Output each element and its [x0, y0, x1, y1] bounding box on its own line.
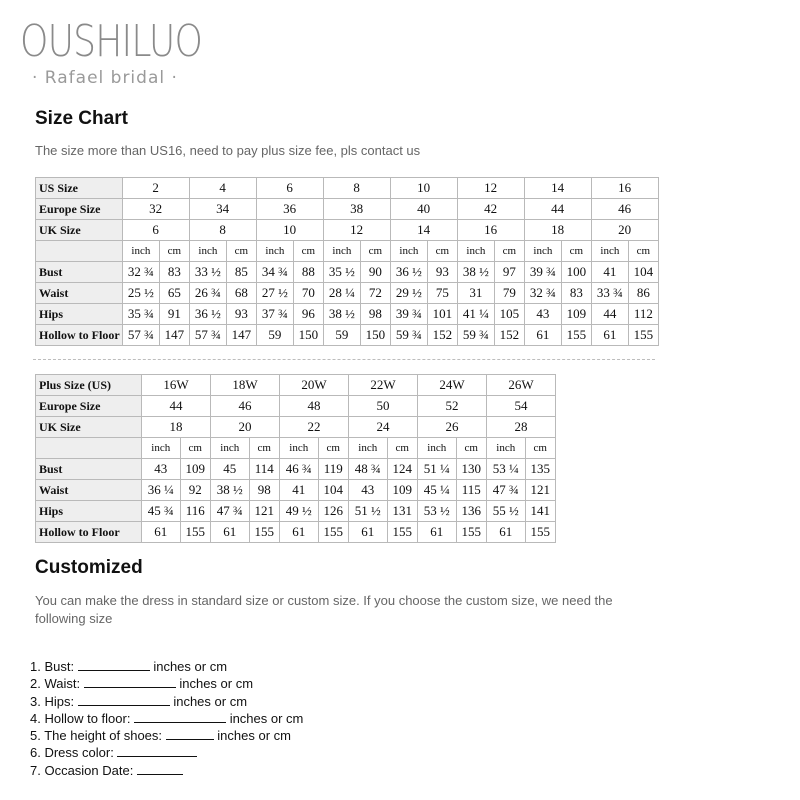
measure-cell: 91: [160, 304, 190, 325]
row-label: Waist: [36, 283, 123, 304]
size-cell: 46: [591, 199, 658, 220]
row-label: Hips: [36, 304, 123, 325]
measure-cell: 32 ¾: [122, 262, 159, 283]
size-cell: 40: [390, 199, 457, 220]
unit-cell: cm: [562, 241, 592, 262]
measure-cell: 51 ¼: [418, 459, 457, 480]
measure-cell: 36 ½: [390, 262, 427, 283]
measure-cell: 83: [160, 262, 190, 283]
measure-cell: 61: [211, 522, 250, 543]
size-cell: 24: [349, 417, 418, 438]
measure-cell: 49 ½: [280, 501, 319, 522]
row-label: Hollow to Floor: [36, 522, 142, 543]
measure-row: [36, 304, 659, 325]
unit-cell: cm: [495, 241, 525, 262]
measure-cell: 155: [525, 522, 555, 543]
unit-cell: cm: [361, 241, 391, 262]
measure-cell: 97: [495, 262, 525, 283]
unit-cell: inch: [390, 241, 427, 262]
size-cell: 8: [189, 220, 256, 241]
measure-cell: 152: [428, 325, 458, 346]
measure-cell: 141: [525, 501, 555, 522]
unit-cell: cm: [249, 438, 279, 459]
section-divider: [33, 359, 655, 360]
custom-field-blank[interactable]: [166, 727, 214, 740]
measure-cell: 39 ¾: [524, 262, 561, 283]
measure-cell: 59 ¾: [457, 325, 494, 346]
custom-field-label: 6. Dress color:: [30, 745, 114, 761]
measure-cell: 43: [142, 459, 181, 480]
custom-field-item: [30, 744, 303, 761]
measure-cell: 152: [495, 325, 525, 346]
size-cell: 16W: [142, 375, 211, 396]
unit-cell: inch: [349, 438, 388, 459]
measure-cell: 109: [562, 304, 592, 325]
measure-row: [36, 262, 659, 283]
measure-cell: 121: [525, 480, 555, 501]
measure-cell: 150: [361, 325, 391, 346]
measure-row: [36, 480, 556, 501]
measure-cell: 112: [629, 304, 659, 325]
size-cell: 32: [122, 199, 189, 220]
custom-field-blank[interactable]: [78, 658, 150, 671]
row-label: Plus Size (US): [36, 375, 142, 396]
size-cell: 12: [457, 178, 524, 199]
measure-cell: 114: [249, 459, 279, 480]
row-label: Hollow to Floor: [36, 325, 123, 346]
measure-cell: 45: [211, 459, 250, 480]
size-cell: 48: [280, 396, 349, 417]
custom-field-blank[interactable]: [117, 744, 197, 757]
size-cell: 4: [189, 178, 256, 199]
row-label: Waist: [36, 480, 142, 501]
measure-cell: 109: [387, 480, 417, 501]
size-cell: 36: [256, 199, 323, 220]
size-cell: 20: [591, 220, 658, 241]
measure-row: [36, 325, 659, 346]
customized-title: Customized: [35, 557, 143, 578]
unit-cell: cm: [629, 241, 659, 262]
size-cell: 26: [418, 417, 487, 438]
measure-cell: 147: [227, 325, 257, 346]
measure-cell: 124: [387, 459, 417, 480]
unit-cell: cm: [294, 241, 324, 262]
unit-cell: inch: [256, 241, 293, 262]
measure-cell: 75: [428, 283, 458, 304]
measure-cell: 45 ¾: [142, 501, 181, 522]
row-label: Europe Size: [36, 396, 142, 417]
measure-cell: 104: [318, 480, 348, 501]
header-row: [36, 417, 556, 438]
measure-cell: 35 ½: [323, 262, 360, 283]
measure-cell: 155: [456, 522, 486, 543]
size-cell: 18W: [211, 375, 280, 396]
measure-cell: 101: [428, 304, 458, 325]
measure-cell: 96: [294, 304, 324, 325]
unit-cell: cm: [387, 438, 417, 459]
customized-note: You can make the dress in standard size or custom size. If you choose the custom size, we need the following size: [35, 593, 613, 626]
size-table-standard: [35, 177, 659, 346]
measure-cell: 155: [180, 522, 210, 543]
measure-cell: 53 ½: [418, 501, 457, 522]
size-cell: 28: [487, 417, 556, 438]
measure-cell: 61: [418, 522, 457, 543]
size-cell: 16: [591, 178, 658, 199]
size-cell: 16: [457, 220, 524, 241]
measure-cell: 41: [591, 262, 628, 283]
size-cell: 34: [189, 199, 256, 220]
custom-field-item: [30, 710, 303, 727]
measure-cell: 86: [629, 283, 659, 304]
measure-cell: 26 ¾: [189, 283, 226, 304]
measure-cell: 100: [562, 262, 592, 283]
row-label: Bust: [36, 262, 123, 283]
measure-cell: 47 ¾: [211, 501, 250, 522]
measure-cell: 36 ½: [189, 304, 226, 325]
custom-field-item: [30, 693, 303, 710]
brand-name: OUSHILUO: [20, 16, 203, 67]
size-cell: 46: [211, 396, 280, 417]
size-cell: 22: [280, 417, 349, 438]
measure-cell: 61: [142, 522, 181, 543]
measure-cell: 116: [180, 501, 210, 522]
size-cell: 20: [211, 417, 280, 438]
measure-cell: 59: [256, 325, 293, 346]
measure-cell: 98: [361, 304, 391, 325]
measure-cell: 155: [629, 325, 659, 346]
measure-cell: 93: [227, 304, 257, 325]
header-row: [36, 220, 659, 241]
custom-field-item: [30, 658, 303, 675]
measure-cell: 88: [294, 262, 324, 283]
measure-cell: 28 ¼: [323, 283, 360, 304]
unit-cell: inch: [418, 438, 457, 459]
measure-cell: 33 ¾: [591, 283, 628, 304]
measure-cell: 104: [629, 262, 659, 283]
custom-field-unit: inches or cm: [179, 676, 254, 692]
unit-cell: inch: [280, 438, 319, 459]
measure-cell: 121: [249, 501, 279, 522]
measure-cell: 39 ¾: [390, 304, 427, 325]
custom-field-blank[interactable]: [84, 675, 176, 688]
size-cell: 44: [524, 199, 591, 220]
size-cell: 50: [349, 396, 418, 417]
custom-field-blank[interactable]: [134, 710, 226, 723]
measure-cell: 79: [495, 283, 525, 304]
measure-cell: 150: [294, 325, 324, 346]
measure-cell: 61: [280, 522, 319, 543]
measure-cell: 47 ¾: [487, 480, 526, 501]
size-cell: 8: [323, 178, 390, 199]
size-cell: 14: [390, 220, 457, 241]
measure-cell: 119: [318, 459, 348, 480]
measure-cell: 147: [160, 325, 190, 346]
header-row: [36, 375, 556, 396]
measure-cell: 65: [160, 283, 190, 304]
measure-cell: 155: [387, 522, 417, 543]
size-cell: 10: [256, 220, 323, 241]
brand-subtitle: · Rafael bridal ·: [32, 68, 178, 88]
measure-cell: 155: [562, 325, 592, 346]
measure-row: [36, 283, 659, 304]
header-row: [36, 178, 659, 199]
measure-cell: 31: [457, 283, 494, 304]
custom-field-item: [30, 675, 303, 692]
measure-cell: 43: [349, 480, 388, 501]
measure-cell: 155: [318, 522, 348, 543]
size-chart-title: Size Chart: [35, 108, 128, 129]
measure-cell: 59: [323, 325, 360, 346]
unit-row: [36, 438, 556, 459]
measure-cell: 34 ¾: [256, 262, 293, 283]
size-cell: 18: [524, 220, 591, 241]
measure-cell: 35 ¾: [122, 304, 159, 325]
measure-cell: 53 ¼: [487, 459, 526, 480]
size-cell: 38: [323, 199, 390, 220]
measure-cell: 93: [428, 262, 458, 283]
row-label: Hips: [36, 501, 142, 522]
measure-cell: 61: [524, 325, 561, 346]
size-cell: 10: [390, 178, 457, 199]
unit-cell: inch: [457, 241, 494, 262]
measure-cell: 33 ½: [189, 262, 226, 283]
measure-cell: 55 ½: [487, 501, 526, 522]
row-label: US Size: [36, 178, 123, 199]
row-label: [36, 241, 123, 262]
custom-field-label: 2. Waist:: [30, 676, 81, 692]
unit-cell: cm: [525, 438, 555, 459]
size-cell: 44: [142, 396, 211, 417]
measure-cell: 92: [180, 480, 210, 501]
measure-cell: 70: [294, 283, 324, 304]
unit-cell: cm: [318, 438, 348, 459]
measure-cell: 43: [524, 304, 561, 325]
unit-cell: inch: [211, 438, 250, 459]
custom-field-blank[interactable]: [137, 762, 183, 775]
brand-logo: [20, 18, 220, 88]
custom-field-label: 1. Bust:: [30, 659, 75, 674]
measure-cell: 109: [180, 459, 210, 480]
measure-cell: 115: [456, 480, 486, 501]
measure-cell: 72: [361, 283, 391, 304]
row-label: UK Size: [36, 417, 142, 438]
measure-row: [36, 522, 556, 543]
unit-cell: cm: [456, 438, 486, 459]
unit-cell: inch: [122, 241, 159, 262]
size-cell: 52: [418, 396, 487, 417]
unit-cell: cm: [428, 241, 458, 262]
custom-field-label: 4. Hollow to floor:: [30, 710, 131, 726]
custom-field-unit: inches or cm: [173, 693, 248, 709]
measure-cell: 59 ¾: [390, 325, 427, 346]
measure-row: [36, 501, 556, 522]
header-row: [36, 199, 659, 220]
measure-cell: 27 ½: [256, 283, 293, 304]
measure-cell: 90: [361, 262, 391, 283]
measure-cell: 68: [227, 283, 257, 304]
size-cell: 6: [122, 220, 189, 241]
measure-cell: 38 ½: [457, 262, 494, 283]
row-label: Europe Size: [36, 199, 123, 220]
custom-field-blank[interactable]: [78, 693, 170, 706]
size-cell: 2: [122, 178, 189, 199]
measure-cell: 57 ¾: [189, 325, 226, 346]
size-cell: 20W: [280, 375, 349, 396]
row-label: Bust: [36, 459, 142, 480]
unit-cell: inch: [524, 241, 561, 262]
size-cell: 14: [524, 178, 591, 199]
measure-cell: 85: [227, 262, 257, 283]
custom-field-item: [30, 762, 303, 779]
custom-field-label: 7. Occasion Date:: [30, 762, 134, 778]
size-cell: 42: [457, 199, 524, 220]
unit-cell: cm: [227, 241, 257, 262]
measure-cell: 32 ¾: [524, 283, 561, 304]
measure-cell: 131: [387, 501, 417, 522]
unit-cell: cm: [160, 241, 190, 262]
size-cell: 6: [256, 178, 323, 199]
size-cell: 12: [323, 220, 390, 241]
unit-cell: inch: [487, 438, 526, 459]
measure-cell: 36 ¼: [142, 480, 181, 501]
measure-cell: 41 ¼: [457, 304, 494, 325]
measure-cell: 98: [249, 480, 279, 501]
custom-field-unit: inches or cm: [153, 659, 228, 674]
measure-cell: 51 ½: [349, 501, 388, 522]
size-cell: 18: [142, 417, 211, 438]
row-label: UK Size: [36, 220, 123, 241]
size-cell: 24W: [418, 375, 487, 396]
custom-field-unit: inches or cm: [229, 710, 304, 726]
unit-cell: inch: [323, 241, 360, 262]
measure-cell: 48 ¾: [349, 459, 388, 480]
custom-field-unit: inches or cm: [217, 728, 291, 744]
size-cell: 26W: [487, 375, 556, 396]
row-label: [36, 438, 142, 459]
unit-cell: cm: [180, 438, 210, 459]
measure-cell: 126: [318, 501, 348, 522]
custom-field-label: 5. The height of shoes:: [30, 728, 163, 744]
measure-cell: 61: [591, 325, 628, 346]
measure-cell: 46 ¾: [280, 459, 319, 480]
header-row: [36, 396, 556, 417]
custom-field-item: [30, 727, 303, 744]
measure-cell: 130: [456, 459, 486, 480]
size-table-plus: [35, 374, 556, 543]
unit-cell: inch: [189, 241, 226, 262]
measure-cell: 45 ¼: [418, 480, 457, 501]
unit-cell: inch: [591, 241, 628, 262]
measure-cell: 38 ½: [211, 480, 250, 501]
size-chart-note: The size more than US16, need to pay plus size fee, pls contact us: [35, 143, 421, 158]
measure-cell: 135: [525, 459, 555, 480]
size-cell: 54: [487, 396, 556, 417]
measure-row: [36, 459, 556, 480]
measure-cell: 61: [487, 522, 526, 543]
unit-cell: inch: [142, 438, 181, 459]
unit-row: [36, 241, 659, 262]
measure-cell: 44: [591, 304, 628, 325]
measure-cell: 29 ½: [390, 283, 427, 304]
measure-cell: 83: [562, 283, 592, 304]
measure-cell: 155: [249, 522, 279, 543]
measure-cell: 37 ¾: [256, 304, 293, 325]
measure-cell: 57 ¾: [122, 325, 159, 346]
measure-cell: 25 ½: [122, 283, 159, 304]
custom-size-fields: [30, 658, 303, 779]
size-cell: 22W: [349, 375, 418, 396]
custom-field-label: 3. Hips:: [30, 693, 75, 709]
measure-cell: 61: [349, 522, 388, 543]
measure-cell: 136: [456, 501, 486, 522]
measure-cell: 41: [280, 480, 319, 501]
measure-cell: 105: [495, 304, 525, 325]
measure-cell: 38 ½: [323, 304, 360, 325]
